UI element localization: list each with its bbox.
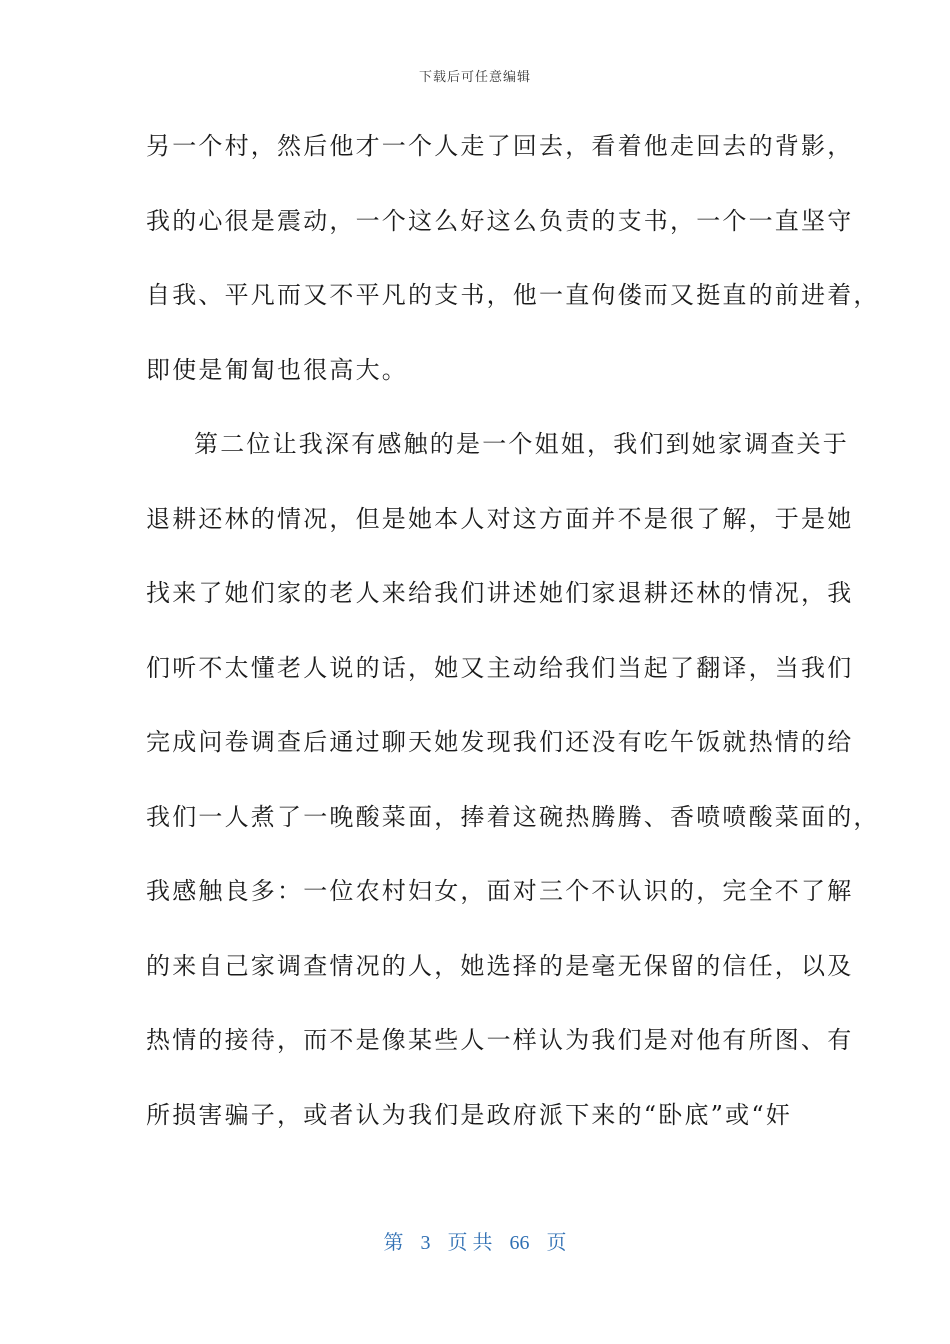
text-line: 另一个村，然后他才一个人走了回去，看着他走回去的背影， [146,132,854,160]
text-line: 们听不太懂老人说的话，她又主动给我们当起了翻译，当我们 [146,653,854,682]
text-line: 我感触良多：一位农村妇女，面对三个不认识的，完全不了解 [146,877,854,905]
footer-suffix: 页 [546,1232,567,1254]
text-line: 的来自己家调查情况的人，她选择的是毫无保留的信任，以及 [146,951,854,980]
footer-middle: 页 共 [447,1232,493,1254]
text-line: 自我、平凡而又不平凡的支书，他一直佝偻而又挺直的前进着， [146,281,880,309]
total-pages-number: 66 [509,1232,530,1254]
document-body [146,122,880,1165]
header-note: 下载后可任意编辑 [418,70,531,85]
current-page-number: 3 [420,1232,431,1254]
text-line: 我们一人煮了一晚酸菜面，捧着这碗热腾腾、香喷喷酸菜面的， [146,802,880,831]
text-line: 我的心很是震动，一个这么好这么负责的支书，一个一直坚守 [146,206,854,235]
text-line: 即使是匍匐也很高大。 [146,355,408,384]
footer-prefix: 第 [383,1232,404,1254]
text-line: 找来了她们家的老人来给我们讲述她们家退耕还林的情况，我 [146,579,854,607]
text-line: 所损害骗子，或者认为我们是政府派下来的“卧底”或“奸 [146,1100,793,1129]
paragraph-start-line: 第二位让我深有感触的是一个姐姐，我们到她家调查关于 [194,430,849,458]
page-footer [0,1226,950,1255]
text-line: 退耕还林的情况，但是她本人对这方面并不是很了解，于是她 [146,504,854,533]
text-line: 完成问卷调查后通过聊天她发现我们还没有吃午饭就热情的给 [146,728,854,756]
text-line: 热情的接待，而不是像某些人一样认为我们是对他有所图、有 [146,1026,854,1054]
